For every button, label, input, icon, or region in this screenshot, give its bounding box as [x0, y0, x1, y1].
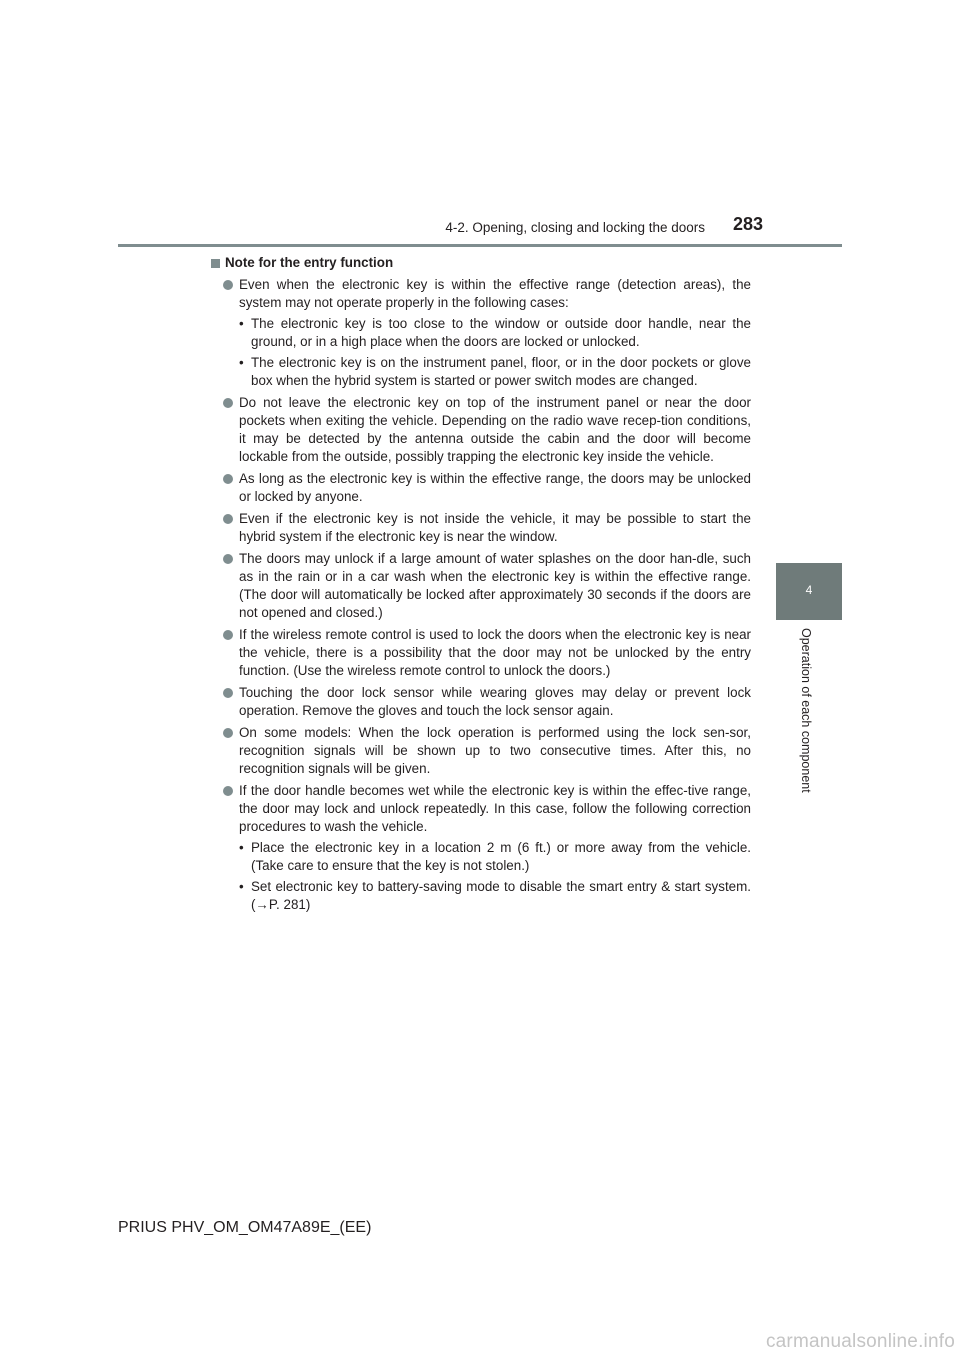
- list-item: [211, 510, 751, 546]
- circle-bullet-icon: [223, 630, 233, 640]
- circle-bullet-icon: [223, 474, 233, 484]
- header-rule: [118, 244, 842, 247]
- circle-bullet-icon: [223, 786, 233, 796]
- list-item: [211, 724, 751, 778]
- circle-bullet-icon: [223, 688, 233, 698]
- chapter-tab: [776, 563, 842, 620]
- circle-bullet-icon: [223, 280, 233, 290]
- list-item-text: If the door handle becomes wet while the electronic key is within the effec-tive range, the door may lock and unlock repeatedly. In this case, follow the following correction procedures to wash the vehicle.: [239, 783, 751, 834]
- list-item-text: As long as the electronic key is within the effective range, the doors may be unlocked or locked by anyone.: [239, 471, 751, 504]
- circle-bullet-icon: [223, 728, 233, 738]
- list-item: [211, 470, 751, 506]
- list-item-text: Do not leave the electronic key on top of the instrument panel or near the door pockets when exiting the vehicle. Depending on the radio wave recep-tion conditions, it may be detected by the antenna outside the cabin and the door will become lockable from the outside, possibly trapping the electronic key inside the vehicle.: [239, 395, 751, 464]
- section-heading-text: Note for the entry function: [225, 255, 394, 270]
- sub-list-item-text: The electronic key is too close to the window or outside door handle, near the ground, or in a high place when the doors are locked or unlocked.: [251, 316, 751, 349]
- chapter-label: Operation of each component: [799, 628, 813, 793]
- sub-list-item: [211, 878, 751, 914]
- list-item: [211, 550, 751, 622]
- circle-bullet-icon: [223, 514, 233, 524]
- list-item-text: The doors may unlock if a large amount of water splashes on the door han-dle, such as in the rain or in a car wash when the electronic key is within the effective range. (The door will automatically be locked after approximately 30 seconds if the doors are not opened and closed.): [239, 551, 751, 620]
- list-item-text: On some models: When the lock operation is performed using the lock sen-sor, recognition signals will be shown up to two consecutive times. After this, no recognition signals will be given.: [239, 725, 751, 776]
- list-item: [211, 684, 751, 720]
- section-heading: [211, 254, 751, 272]
- circle-bullet-icon: [223, 554, 233, 564]
- list-item: [211, 394, 751, 466]
- list-item: [211, 782, 751, 836]
- list-item-text: If the wireless remote control is used to lock the doors when the electronic key is near the vehicle, there is a possibility that the door may not be unlocked by the entry function. (Use the wireless remote control to unlock the doors.): [239, 627, 751, 678]
- section-title: 4-2. Opening, closing and locking the doors: [445, 220, 705, 235]
- content-body: [211, 254, 751, 914]
- chapter-number: 4: [805, 583, 813, 597]
- list-item: [211, 626, 751, 680]
- dot-marker-icon: •: [239, 316, 244, 331]
- sub-list-item: [211, 315, 751, 351]
- square-bullet-icon: [211, 259, 220, 268]
- sub-list-item-text: The electronic key is on the instrument panel, floor, or in the door pockets or glove box when the hybrid system is started or power switch modes are changed.: [251, 355, 751, 388]
- sub-list-item-text: Set electronic key to battery-saving mode to disable the smart entry & start system. (→P. 281): [251, 879, 751, 912]
- list-item-text: Even if the electronic key is not inside the vehicle, it may be possible to start the hybrid system if the electronic key is near the window.: [239, 511, 751, 544]
- dot-marker-icon: •: [239, 840, 244, 855]
- sub-list-item: [211, 839, 751, 875]
- dot-marker-icon: •: [239, 355, 244, 370]
- list-item-text: Even when the electronic key is within the effective range (detection areas), the system may not operate properly in the following cases:: [239, 277, 751, 310]
- circle-bullet-icon: [223, 398, 233, 408]
- dot-marker-icon: •: [239, 879, 244, 894]
- footer-model-code: PRIUS PHV_OM_OM47A89E_(EE): [118, 1219, 372, 1236]
- list-item-text: Touching the door lock sensor while wearing gloves may delay or prevent lock operation. Remove the gloves and touch the lock sensor again.: [239, 685, 751, 718]
- list-item: [211, 276, 751, 312]
- sub-list-item-text: Place the electronic key in a location 2 m (6 ft.) or more away from the vehicle. (Take care to ensure that the key is not stolen.): [251, 840, 751, 873]
- watermark: carmanualsonline.info: [765, 1331, 955, 1352]
- page-number: 283: [733, 214, 764, 234]
- sub-list-item: [211, 354, 751, 390]
